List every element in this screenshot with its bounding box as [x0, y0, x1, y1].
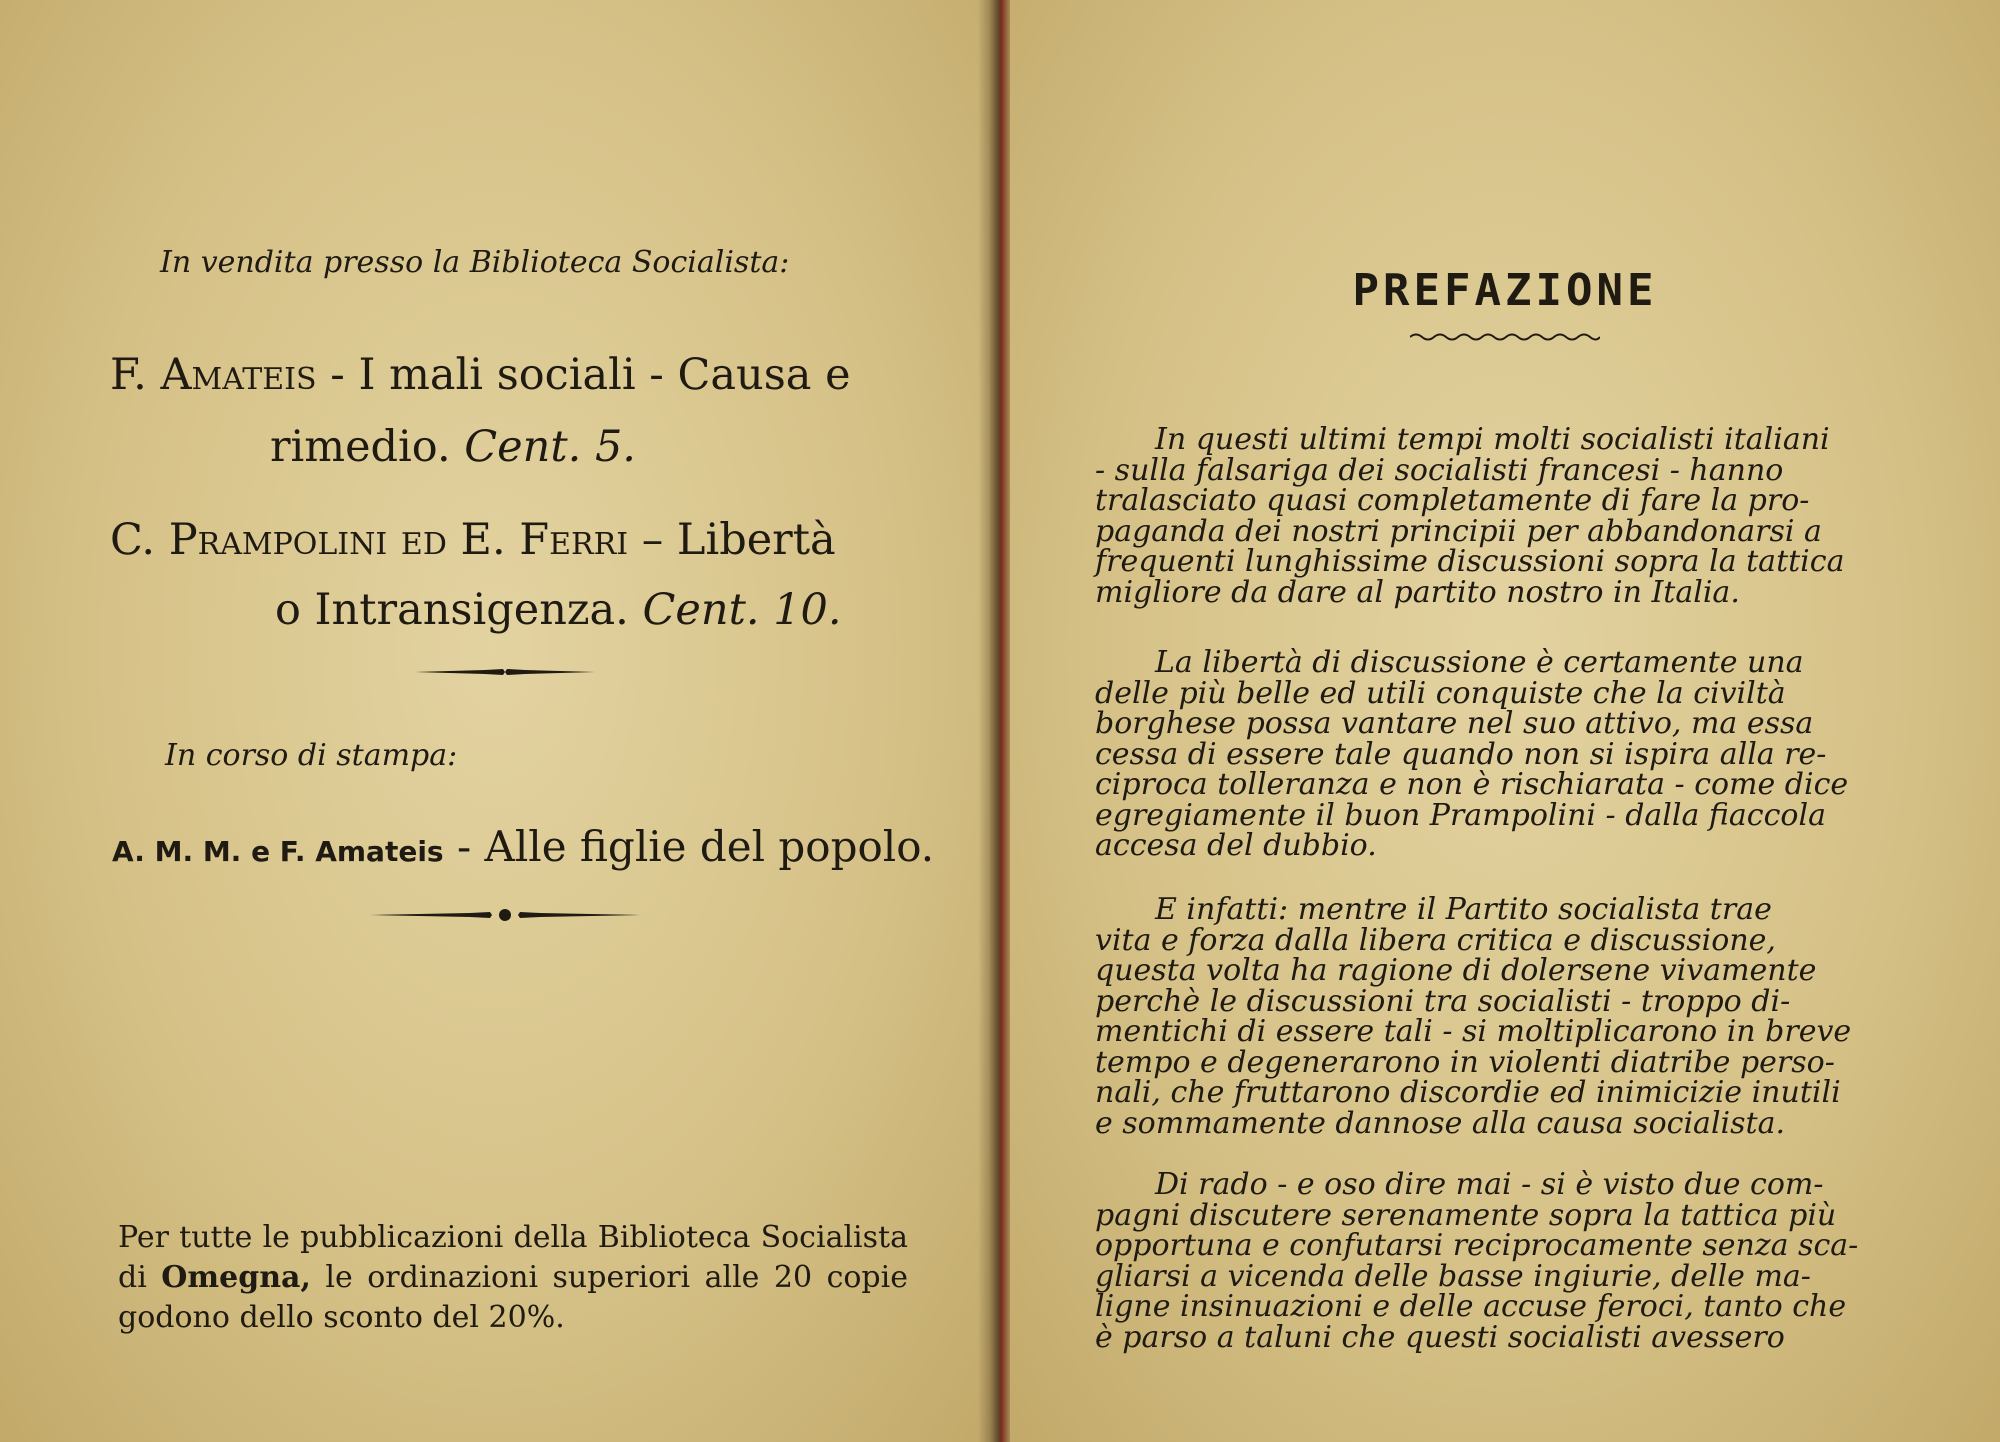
entry-1-line-2	[270, 422, 636, 472]
paragraph-3-line: E infatti: mentre il Partito socialista trae	[1155, 892, 1772, 927]
entry-2-author: C. Prampolini ed E. Ferri	[110, 515, 629, 565]
discount-note	[118, 1218, 908, 1338]
right-page	[1010, 0, 2000, 1442]
paragraph-1-line: - sulla falsariga dei socialisti francesi - hanno	[1095, 452, 1784, 488]
note-text-2: le ordinazioni superiori alle 20 copie godono dello sconto del 20%.	[118, 1260, 908, 1335]
paragraph-1-line: tralasciato quasi completamente di fare la pro-	[1095, 483, 1810, 518]
paragraph-1	[1095, 422, 1915, 610]
paragraph-2-line: La libertà di discussione è certamente una	[1155, 645, 1804, 680]
paragraph-2-line: accesa del dubbio.	[1095, 828, 1377, 863]
paragraph-1-line: paganda dei nostri principii per abbandonarsi a	[1095, 513, 1822, 549]
paragraph-4-line: è parso a taluni che questi socialisti avessero	[1095, 1319, 1785, 1355]
left-page	[0, 0, 990, 1442]
paragraph-3-line: mentichi di essere tali - si moltiplicarono in breve	[1095, 1014, 1852, 1049]
paragraph-3-line: e sommamente dannose alla causa socialista.	[1095, 1105, 1785, 1141]
paragraph-1-line: migliore da dare al partito nostro in Italia.	[1095, 574, 1740, 610]
in-press-title: Alle figlie del popolo.	[484, 822, 935, 871]
for-sale-heading: In vendita presso la Biblioteca Socialista:	[160, 245, 790, 280]
paragraph-4-line: ligne insinuazioni e delle accuse feroci, tanto che	[1095, 1289, 1847, 1324]
paragraph-3-line: perchè le discussioni tra socialisti - troppo di-	[1095, 983, 1791, 1019]
entry-1-line-1	[110, 350, 851, 400]
paragraph-2	[1095, 645, 1915, 863]
paragraph-2-line: delle più belle ed utili conquiste che la civiltà	[1095, 675, 1786, 711]
in-press-sep: -	[456, 822, 472, 871]
paragraph-1-line: In questi ultimi tempi molti socialisti italiani	[1155, 422, 1830, 457]
entry-2-line-2	[275, 585, 842, 635]
entry-1-sep: -	[330, 350, 345, 400]
paragraph-2-line: ciproca tolleranza e non è rischiarata - come dice	[1095, 767, 1849, 802]
paragraph-2-line: cessa di essere tale quando non si ispira alla re-	[1095, 736, 1827, 772]
entry-2-line-1	[110, 515, 836, 565]
entry-1-author: F. Amateis	[110, 350, 317, 400]
paragraph-3-line: tempo e degenerarono in violenti diatribe perso-	[1095, 1044, 1835, 1080]
paragraph-4	[1095, 1167, 1915, 1355]
in-press-heading: In corso di stampa:	[165, 738, 458, 773]
paragraph-3-line: vita e forza dalla libera critica e discussione,	[1095, 922, 1776, 958]
entry-2-title-a: Libertà	[676, 515, 836, 565]
note-text-1: Per tutte le pubblicazioni della Biblioteca Socialista di	[118, 1220, 908, 1295]
entry-1-title-b: rimedio.	[270, 422, 451, 472]
divider-ornament-1	[415, 665, 595, 679]
entry-1-title-a: I mali sociali - Causa e	[358, 350, 851, 400]
in-press-entry	[112, 822, 934, 871]
paragraph-2-line: egregiamente il buon Prampolini - dalla fiaccola	[1095, 797, 1826, 833]
paragraph-4-line: pagni discutere serenamente sopra la tattica più	[1095, 1197, 1837, 1233]
paragraph-4-line: opportuna e confutarsi reciprocamente senza sca-	[1095, 1228, 1859, 1263]
paragraph-1-line: frequenti lunghissime discussioni sopra la tattica	[1095, 544, 1845, 579]
paragraph-3-line: nali, che fruttarono discordie ed inimicizie inutili	[1095, 1075, 1841, 1110]
paragraph-4-line: gliarsi a vicenda delle basse ingiurie, delle ma-	[1095, 1258, 1811, 1294]
paragraph-3	[1095, 892, 1915, 1141]
entry-1-price: Cent. 5.	[464, 422, 636, 472]
paragraph-2-line: borghese possa vantare nel suo attivo, ma essa	[1095, 706, 1814, 741]
book-gutter	[990, 0, 1010, 1442]
paragraph-4-line: Di rado - e oso dire mai - si è visto due com-	[1155, 1167, 1824, 1202]
in-press-authors: A. M. M. e F. Amateis	[112, 835, 444, 868]
divider-ornament-2	[370, 907, 640, 923]
entry-2-sep: –	[641, 515, 664, 565]
gutter-shadow-left	[978, 0, 990, 1442]
title-wave-ornament	[1410, 330, 1600, 344]
note-omegna: Omegna,	[161, 1260, 311, 1295]
entry-2-title-b: o Intransigenza.	[275, 585, 629, 635]
paragraph-3-line: questa volta ha ragione di dolersene vivamente	[1095, 953, 1817, 988]
entry-2-price: Cent. 10.	[642, 585, 842, 635]
page-title: PREFAZIONE	[1352, 265, 1658, 316]
